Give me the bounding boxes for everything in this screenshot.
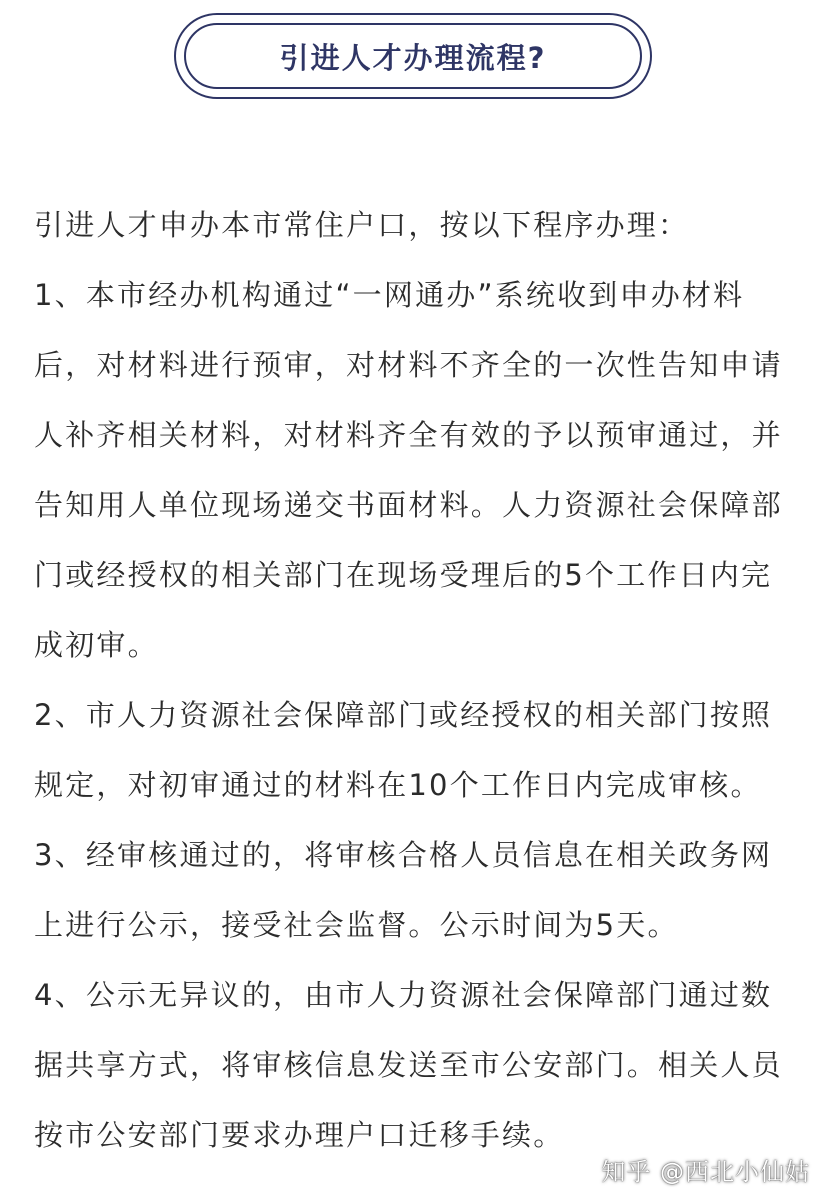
title-badge: [174, 13, 652, 99]
zhihu-watermark: 知乎 @西北小仙姑: [601, 1158, 810, 1186]
article-body: [34, 190, 800, 1170]
title-badge-inner: [184, 23, 642, 89]
step-4-paragraph: 4、公示无异议的，由市人力资源社会保障部门通过数据共享方式，将审核信息发送至市公安部门。相关人员按市公安部门要求办理户口迁移手续。: [34, 978, 783, 1152]
step-3-paragraph: 3、经审核通过的，将审核合格人员信息在相关政务网上进行公示，接受社会监督。公示时间为5天。: [34, 838, 773, 942]
step-2-paragraph: 2、市人力资源社会保障部门或经授权的相关部门按照规定，对初审通过的材料在10个工作日内完成审核。: [34, 698, 773, 802]
intro-paragraph: 引进人才申办本市常住户口，按以下程序办理：: [34, 208, 690, 242]
page-title: 引进人才办理流程?: [279, 40, 547, 75]
step-1-paragraph: 1、本市经办机构通过“一网通办”系统收到申办材料后，对材料进行预审，对材料不齐全的一次性告知申请人补齐相关材料，对材料齐全有效的予以预审通过，并告知用人单位现场递交书面材料。人力资源社会保障部门或经授权的相关部门在现场受理后的5个工作日内完成初审。: [34, 278, 783, 662]
